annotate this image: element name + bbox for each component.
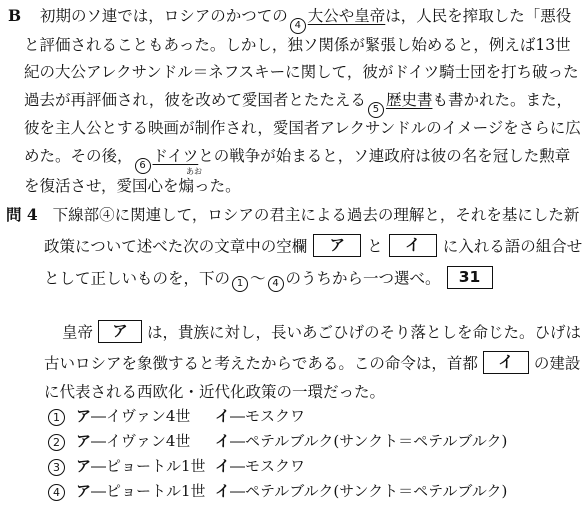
kanji-with-ruby: 煽 (178, 177, 195, 195)
passage-b-line-3: 紀の大公アレクサンドル＝ネフスキーに関して，彼がドイツ騎士団を打ち破った (24, 63, 579, 81)
passage-text: は，人民を搾取した「悪役 (385, 7, 572, 25)
option-a-value: ―イヴァン4世 (91, 432, 191, 450)
answer-number-box: 31 (447, 266, 493, 289)
underline-marker-5 (366, 96, 386, 114)
option-i-value: ―モスクワ (230, 457, 306, 475)
option-number: 1 (48, 409, 65, 426)
passage-text: 初期のソ連では，ロシアのかつての (40, 7, 288, 25)
option-i-value: ―モスクワ (230, 407, 306, 425)
option-i-value: ―ペテルブルク(サンクト＝ペテルブルク) (230, 432, 508, 450)
option-number: 4 (48, 484, 65, 501)
option-a-label: ア (76, 407, 92, 425)
passage-b-line-7 (24, 176, 241, 196)
statement-line-3: に代表される西欧化・近代化政策の一環だった。 (44, 383, 386, 401)
option-a-value: ―イヴァン4世 (91, 407, 191, 425)
statement-text: 皇帝 (62, 323, 94, 342)
underlined-phrase-5: 歴史書 (385, 91, 433, 109)
option-i-label: イ (215, 482, 231, 500)
answer-option-1[interactable] (46, 406, 305, 426)
blank-box-i: イ (389, 234, 437, 257)
statement-line-1 (62, 322, 581, 345)
circled-number: 6 (135, 158, 151, 174)
statement-line-2 (44, 353, 580, 376)
statement-blank-a: ア (98, 320, 142, 343)
passage-text: との戦争が始まると，ソ連政府は彼の名を冠した勲章 (198, 147, 571, 165)
option-i-label: イ (215, 432, 231, 450)
range-end-number: 4 (268, 276, 284, 292)
option-a-label: ア (76, 482, 92, 500)
option-i-label: イ (215, 407, 231, 425)
passage-b-line-1 (8, 6, 571, 32)
answer-option-2[interactable] (46, 431, 507, 451)
option-number-wrapper (46, 431, 68, 451)
underline-marker-4 (288, 12, 308, 30)
statement-blank-i: イ (483, 351, 529, 374)
option-a-label: ア (76, 457, 92, 475)
statement-text: の建設 (533, 354, 581, 373)
question-line-2 (44, 236, 582, 259)
question-line-1 (6, 205, 579, 225)
statement-text: 古いロシアを象徴すると考えたからである。この命令は，首都 (44, 354, 478, 373)
range-start-number: 1 (232, 276, 248, 292)
option-a-value: ―ピョートル1世 (91, 482, 206, 500)
passage-text: めた。その後， (24, 147, 133, 165)
passage-b-line-6 (24, 146, 570, 172)
option-a-value: ―ピョートル1世 (91, 457, 206, 475)
furigana-ao: あお (186, 167, 202, 176)
option-number: 3 (48, 459, 65, 476)
question-text: と (367, 237, 383, 256)
circled-number: 4 (290, 18, 306, 34)
passage-b-line-2: と評価されることもあった。しかし，独ソ関係が緊張し始めると，例えば13世 (24, 36, 571, 54)
answer-option-3[interactable] (46, 456, 305, 476)
passage-text: を復活させ，愛国心を (24, 177, 179, 195)
question-text: 下線部④に関連して，ロシアの君主による過去の理解と，それを基にした新 (52, 206, 580, 224)
option-number-wrapper (46, 456, 68, 476)
question-label: 問 4 (6, 205, 38, 224)
question-text: に入れる語の組合せ (442, 237, 582, 256)
question-line-3 (44, 268, 493, 291)
question-text: ～ (250, 269, 266, 288)
underlined-phrase-6: ドイツ (152, 147, 199, 165)
question-text: として正しいものを，下の (44, 269, 231, 288)
option-a-label: ア (76, 432, 92, 450)
option-number: 2 (48, 434, 65, 451)
passage-text: も書かれた。また， (432, 91, 572, 109)
answer-option-4[interactable] (46, 481, 507, 501)
blank-box-a: ア (313, 234, 361, 257)
section-label-b: B (8, 6, 22, 25)
statement-text: は，貴族に対し，長いあごひげのそり落としを命じた。ひげは (147, 323, 582, 342)
underlined-phrase-4: 大公や皇帝 (307, 7, 386, 25)
circled-number: 5 (368, 102, 384, 118)
passage-text: った。 (194, 177, 241, 195)
option-number-wrapper (46, 406, 68, 426)
passage-b-line-4 (24, 90, 572, 116)
option-i-label: イ (215, 457, 231, 475)
passage-b-line-5: 彼を主人公とする映画が制作され，愛国者アレクサンドルのイメージをさらに広 (24, 119, 581, 137)
question-text: 政策について述べた次の文章中の空欄 (44, 237, 308, 256)
question-text: のうちから一つ選べ。 (285, 269, 441, 288)
passage-text: 過去が再評価され，彼を改めて愛国者とたたえる (24, 91, 366, 109)
option-number-wrapper (46, 481, 68, 501)
underline-marker-6 (133, 152, 153, 170)
option-i-value: ―ペテルブルク(サンクト＝ペテルブルク) (230, 482, 508, 500)
